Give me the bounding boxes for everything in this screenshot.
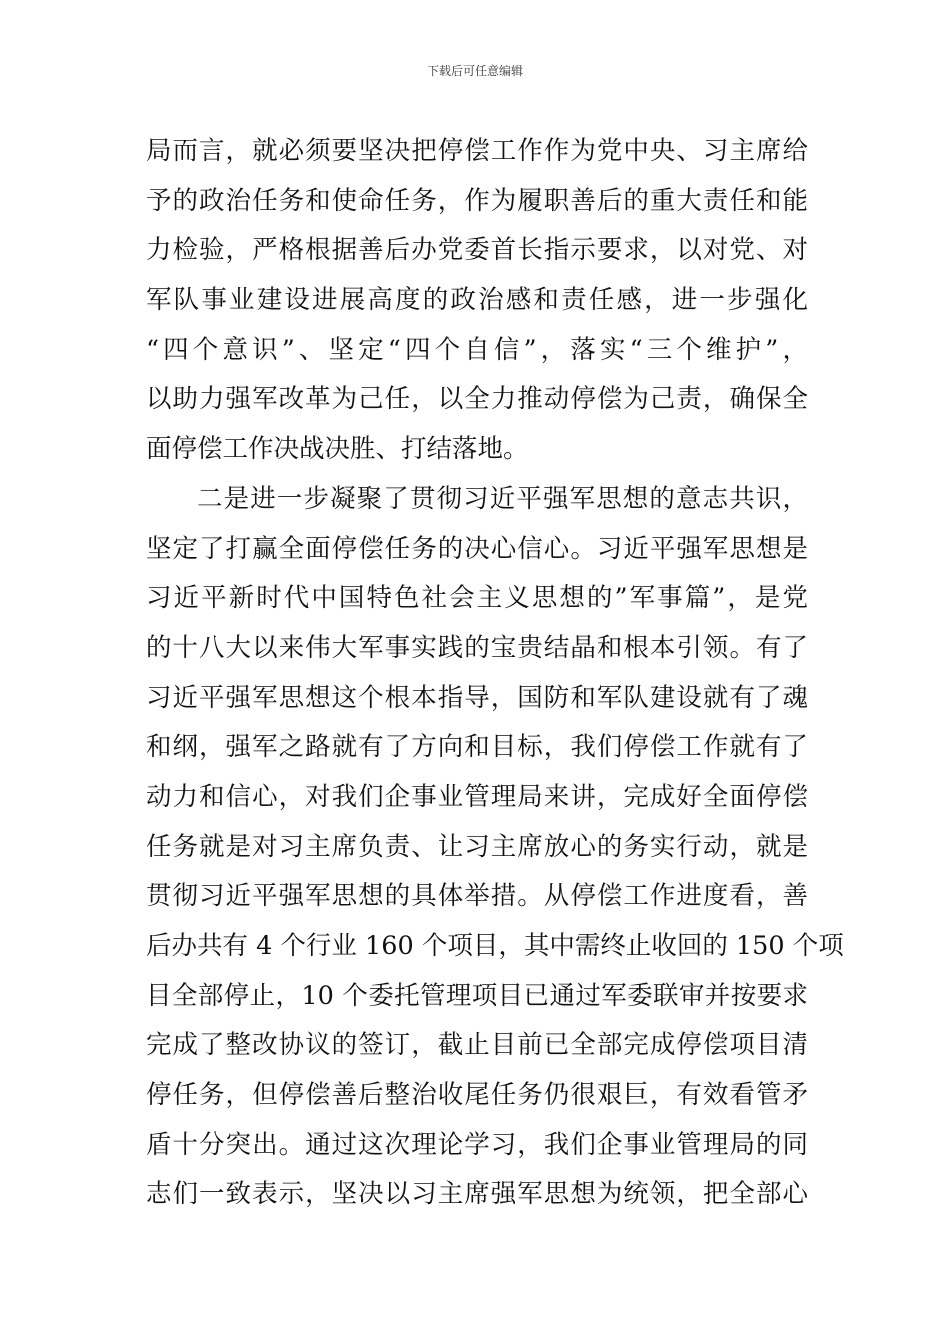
paragraph-line: 完成了整改协议的签订，截止目前已全部完成停偿项目清 — [146, 1030, 808, 1061]
paragraph-1 — [146, 127, 808, 475]
paragraph-line: 后办共有 4 个行业 160 个项目，其中需终止收回的 150 个项 — [146, 931, 844, 961]
paragraph-line: 面停偿工作决战决胜、打结落地。 — [146, 434, 529, 465]
paragraph-line: 以助力强军改革为己任，以全力推动停偿为己责，确保全 — [146, 384, 808, 415]
paragraph-line: “四个意识”、坚定“四个自信”，落实“三个维护”， — [146, 334, 808, 365]
paragraph-line: 和纲，强军之路就有了方向和目标，我们停偿工作就有了 — [146, 732, 808, 763]
paragraph-line: 停任务，但停偿善后整治收尾任务仍很艰巨，有效看管矛 — [146, 1080, 808, 1111]
paragraph-line: 二是进一步凝聚了贯彻习近平强军思想的意志共识， — [197, 483, 808, 514]
paragraph-line: 盾十分突出。通过这次理论学习，我们企事业管理局的同 — [146, 1129, 808, 1160]
paragraph-line: 志们一致表示，坚决以习主席强军思想为统领，把全部心 — [146, 1179, 808, 1210]
paragraph-line: 坚定了打赢全面停偿任务的决心信心。习近平强军思想是 — [146, 533, 808, 564]
paragraph-line: 予的政治任务和使命任务，作为履职善后的重大责任和能 — [146, 185, 808, 216]
page-header-note: 下载后可任意编辑 — [426, 64, 523, 78]
paragraph-line: 目全部停止，10 个委托管理项目已通过军委联审并按要求 — [146, 980, 808, 1011]
paragraph-line: 的十八大以来伟大军事实践的宝贵结晶和根本引领。有了 — [146, 632, 808, 663]
paragraph-line: 军队事业建设进展高度的政治感和责任感，进一步强化 — [146, 285, 808, 316]
document-body — [146, 127, 844, 1220]
paragraph-line: 任务就是对习主席负责、让习主席放心的务实行动，就是 — [146, 831, 808, 862]
paragraph-line: 习近平强军思想这个根本指导，国防和军队建设就有了魂 — [146, 682, 808, 713]
paragraph-line: 力检验，严格根据善后办党委首长指示要求，以对党、对 — [146, 235, 808, 266]
paragraph-line: 习近平新时代中国特色社会主义思想的”军事篇”，是党 — [146, 583, 808, 614]
paragraph-2 — [146, 475, 844, 1220]
paragraph-line: 动力和信心，对我们企事业管理局来讲，完成好全面停偿 — [146, 781, 808, 812]
paragraph-line: 贯彻习近平强军思想的具体举措。从停偿工作进度看，善 — [146, 881, 808, 912]
paragraph-line: 局而言，就必须要坚决把停偿工作作为党中央、习主席给 — [146, 136, 808, 166]
